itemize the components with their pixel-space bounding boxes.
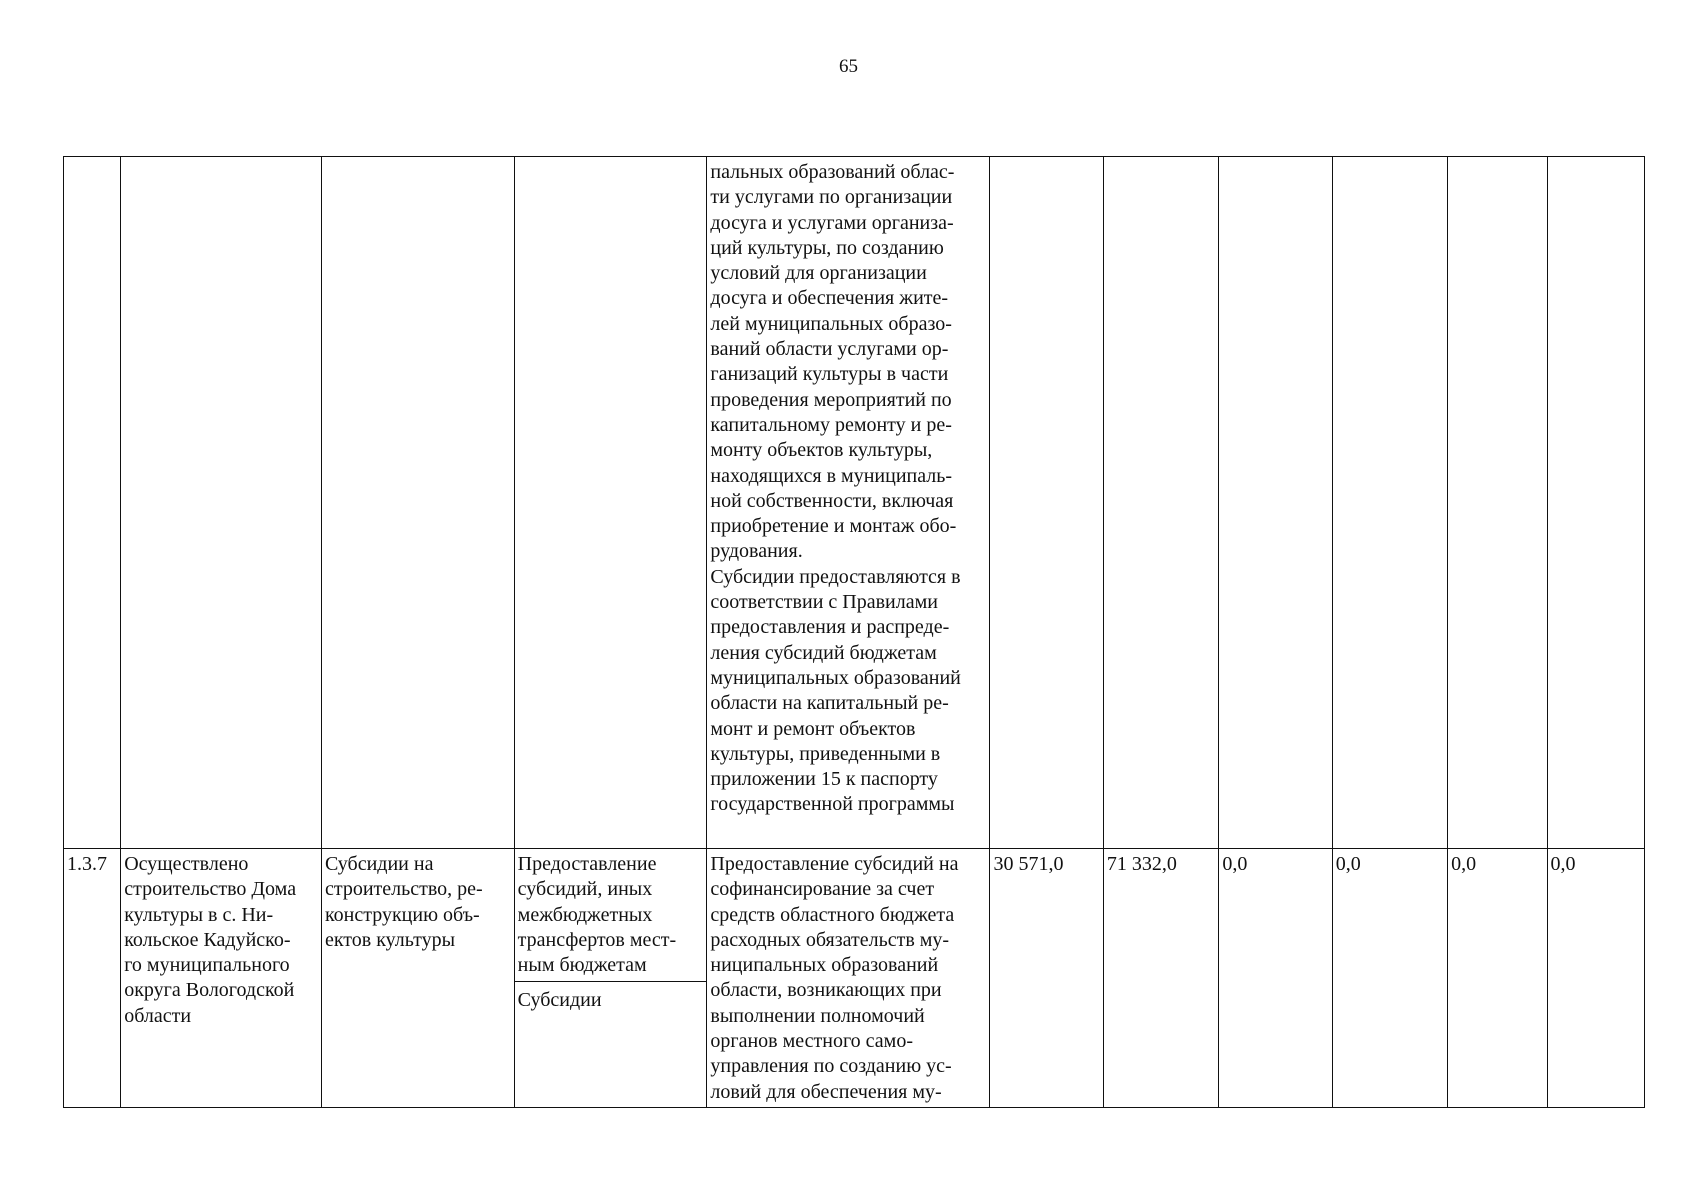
row-number: 1.3.7 — [67, 853, 107, 875]
funding-form-top — [515, 849, 707, 982]
cell-funding-form — [514, 849, 707, 1108]
cell-value-empty — [990, 157, 1103, 849]
cell-value-empty — [1448, 157, 1547, 849]
cell-value-empty — [1332, 157, 1447, 849]
program-table — [63, 156, 1645, 1108]
value-2: 71 332,0 — [1106, 853, 1177, 875]
description-continued-text: пальных образований облас- ти услугами по организации досуга и услугами организа- ций культуры, по созданию условий для организации досуга и обеспечения жите- лей муниципальных образо- ваний области услугами ор- ганизаций культуры в части проведения мероприятий по капитальному ремонту и ре- монту объектов культуры, находящихся в муниципаль- ной собственности, включая приобретение и монтаж обо- рудования. Субсидии предоставляются в соответствии с Правилами предоставления и распреде- ления субсидий бюджетам муниципальных образований области на капитальный ре- монт и ремонт объектов культуры, приведенными в приложении 15 к паспорту государственной программы — [710, 161, 961, 816]
cell-value-empty — [1103, 157, 1218, 849]
cell-value-empty — [1547, 157, 1644, 849]
table-row-1-3-7 — [64, 849, 1645, 1108]
cell-funding-form-empty — [514, 157, 707, 849]
table-row-continuation — [64, 157, 1645, 849]
cell-result-empty — [121, 157, 322, 849]
subsidy-type-text: Субсидии на строительство, ре- конструкцию объ- ектов культуры — [324, 853, 483, 951]
cell-value-2 — [1103, 849, 1218, 1108]
cell-result — [121, 849, 322, 1108]
value-3: 0,0 — [1222, 853, 1248, 875]
funding-form-top-text: Предоставление субсидий, иных межбюджетных трансфертов мест- ным бюджетам — [517, 853, 677, 977]
value-6: 0,0 — [1550, 853, 1576, 875]
cell-subsidy-type — [321, 849, 514, 1108]
cell-value-1 — [990, 849, 1103, 1108]
funding-form-bottom-text: Субсидии — [517, 989, 602, 1012]
page-number: 65 — [839, 56, 858, 77]
cell-subsidy-type-empty — [321, 157, 514, 849]
result-text: Осуществлено строительство Дома культуры в с. Ни- кольское Кадуйско- го муниципального округа Вологодской области — [124, 853, 297, 1027]
cell-value-empty — [1219, 157, 1332, 849]
cell-value-6 — [1547, 849, 1644, 1108]
cell-number-empty — [64, 157, 121, 849]
value-5: 0,0 — [1451, 853, 1477, 875]
cell-number — [64, 849, 121, 1108]
cell-description — [707, 849, 990, 1108]
description-text: Предоставление субсидий на софинансирование за счет средств областного бюджета расходных обязательств му- ниципальных образований области, возникающих при выполнении полномочий органов местного само- управления по созданию ус- ловий для обеспечения му- — [710, 853, 959, 1103]
cell-value-3 — [1219, 849, 1332, 1108]
cell-value-4 — [1332, 849, 1447, 1108]
value-1: 30 571,0 — [993, 853, 1064, 875]
value-4: 0,0 — [1335, 853, 1361, 875]
cell-value-5 — [1448, 849, 1547, 1108]
cell-description-continued — [707, 157, 990, 849]
